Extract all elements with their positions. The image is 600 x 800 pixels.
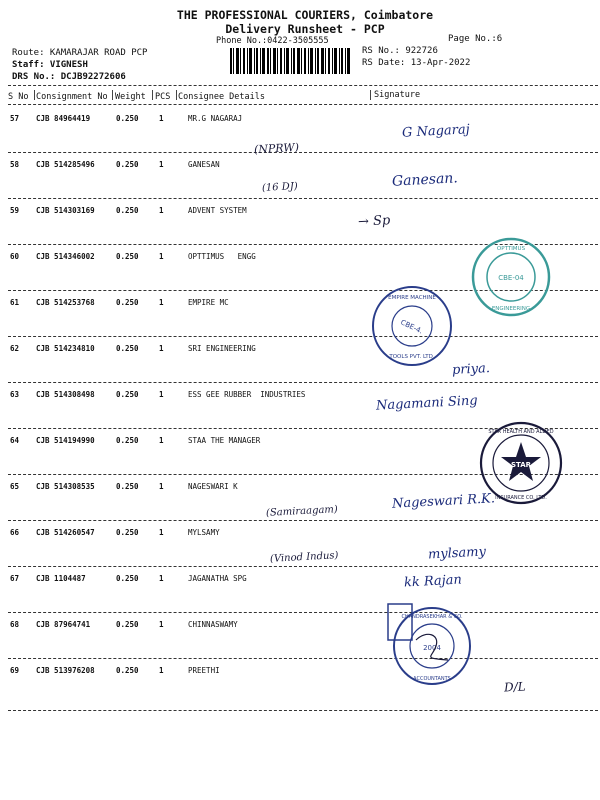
col-header-consignee: Consignee Details	[178, 92, 265, 102]
cell-weight: 0.250	[116, 574, 139, 583]
row-divider	[8, 198, 598, 199]
col-header-consignment: Consignment No	[36, 92, 108, 102]
column-divider	[370, 90, 371, 100]
cell-consignee: ESS GEE RUBBER INDUSTRIES	[188, 390, 306, 399]
svg-text:STAR HEALTH AND ALLIED: STAR HEALTH AND ALLIED	[488, 429, 554, 435]
svg-text:CBE-04: CBE-04	[498, 274, 524, 282]
cell-consignment: CJB 513976208	[36, 666, 95, 675]
column-divider	[34, 90, 35, 100]
cell-consignment: CJB 514303169	[36, 206, 95, 215]
rs-date: RS Date: 13-Apr-2022	[362, 58, 471, 68]
cell-sno: 62	[10, 344, 20, 353]
cell-pcs: 1	[159, 390, 164, 399]
cell-consignee: ADVENT SYSTEM	[188, 206, 247, 215]
svg-text:CBE-4.: CBE-4.	[399, 318, 424, 336]
col-header-signature: Signature	[374, 90, 421, 100]
cell-consignee: CHINNASWAMY	[188, 620, 238, 629]
cell-sno: 60	[10, 252, 20, 261]
cell-sno: 65	[10, 482, 20, 491]
cell-pcs: 1	[159, 528, 164, 537]
cell-consignment: CJB 514346002	[36, 252, 95, 261]
svg-text:INSURANCE CO. LTD.: INSURANCE CO. LTD.	[495, 495, 547, 501]
svg-text:OPTTIMUS: OPTTIMUS	[496, 246, 526, 252]
cell-sno: 61	[10, 298, 20, 307]
cell-weight: 0.250	[116, 390, 139, 399]
note-58a: (NPRW)	[253, 140, 300, 157]
table-row	[0, 344, 600, 390]
cell-pcs: 1	[159, 114, 164, 123]
cell-weight: 0.250	[116, 482, 139, 491]
row-divider	[8, 658, 598, 659]
rs-number: RS No.: 922726	[362, 46, 438, 56]
phone-number: Phone No.:0422-3505555	[216, 36, 329, 46]
cell-pcs: 1	[159, 666, 164, 675]
header-divider	[8, 85, 598, 86]
staff-label: Staff: VIGNESH	[12, 60, 88, 70]
svg-text:EMPIRE MACHINE: EMPIRE MACHINE	[388, 295, 436, 301]
cell-consignee: MR.G NAGARAJ	[188, 114, 243, 123]
signature-69: D/L	[503, 679, 526, 695]
cell-weight: 0.250	[116, 666, 139, 675]
table-row	[0, 160, 600, 206]
row-divider	[8, 612, 598, 613]
signature-63: Nagamani Sing	[375, 393, 479, 414]
note-58b: (16 DJ)	[261, 181, 298, 194]
cell-consignment: CJB 514260547	[36, 528, 95, 537]
row-divider	[8, 566, 598, 567]
col-header-weight: Weight	[115, 92, 146, 102]
cell-consignee: NAGESWARI K	[188, 482, 238, 491]
cell-pcs: 1	[159, 252, 164, 261]
svg-text:ENGINEERING: ENGINEERING	[491, 306, 531, 312]
cell-sno: 68	[10, 620, 20, 629]
col-header-pcs: PCS	[155, 92, 171, 102]
page-number: Page No.:6	[448, 34, 503, 44]
signature-57: G Nagaraj	[401, 122, 471, 141]
signature-59: → Sp	[357, 213, 391, 230]
cell-sno: 58	[10, 160, 20, 169]
table-row	[0, 114, 600, 160]
document-subtitle: Delivery Runsheet - PCP	[225, 22, 385, 36]
cell-sno: 67	[10, 574, 20, 583]
cell-consignee: MYLSAMY	[188, 528, 220, 537]
column-header-divider	[8, 104, 598, 105]
column-divider	[176, 90, 177, 100]
cell-consignee: SRI ENGINEERING	[188, 344, 256, 353]
cell-consignee: PREETHI	[188, 666, 220, 675]
table-row	[0, 528, 600, 574]
svg-text:ACCOUNTANTS: ACCOUNTANTS	[413, 676, 451, 682]
row-divider	[8, 336, 598, 337]
cell-pcs: 1	[159, 160, 164, 169]
table-row	[0, 574, 600, 620]
empire-stamp-icon	[370, 284, 454, 368]
svg-text:2004: 2004	[423, 644, 441, 652]
cell-pcs: 1	[159, 436, 164, 445]
svg-text:STAR: STAR	[510, 461, 532, 469]
column-divider	[112, 90, 113, 100]
cell-consignee: GANESAN	[188, 160, 220, 169]
table-row	[0, 620, 600, 666]
cell-sno: 57	[10, 114, 20, 123]
drs-number: DRS No.: DCJB92272606	[12, 72, 126, 82]
cell-weight: 0.250	[116, 298, 139, 307]
col-header-sno: S No	[8, 92, 29, 102]
signature-62: priya.	[451, 361, 491, 378]
cell-consignment: CJB 514308535	[36, 482, 95, 491]
cell-consignee: STAA THE MANAGER	[188, 436, 261, 445]
cell-pcs: 1	[159, 206, 164, 215]
cell-pcs: 1	[159, 482, 164, 491]
row-divider	[8, 710, 598, 711]
row-divider	[8, 382, 598, 383]
cell-weight: 0.250	[116, 620, 139, 629]
cell-weight: 0.250	[116, 252, 139, 261]
cell-consignment: CJB 514253768	[36, 298, 95, 307]
cell-consignment: CJB 84964419	[36, 114, 91, 123]
note-65: (Samiraagam)	[265, 504, 339, 519]
column-divider	[152, 90, 153, 100]
cell-consignee: OPTTIMUS ENGG	[188, 252, 256, 261]
cell-pcs: 1	[159, 298, 164, 307]
row-divider	[8, 152, 598, 153]
note-66: (Vinod Indus)	[269, 550, 339, 565]
cell-consignment: CJB 514194990	[36, 436, 95, 445]
svg-text:TOOLS PVT. LTD.: TOOLS PVT. LTD.	[389, 354, 435, 360]
cell-consignment: CJB 87964741	[36, 620, 91, 629]
cell-weight: 0.250	[116, 436, 139, 445]
signature-67: kk Rajan	[403, 572, 463, 591]
cell-sno: 69	[10, 666, 20, 675]
cell-consignee: JAGANATHA SPG	[188, 574, 247, 583]
cell-sno: 59	[10, 206, 20, 215]
cell-pcs: 1	[159, 620, 164, 629]
cell-weight: 0.250	[116, 160, 139, 169]
row-divider	[8, 520, 598, 521]
cell-weight: 0.250	[116, 344, 139, 353]
document-title: THE PROFESSIONAL COURIERS, Coimbatore	[176, 8, 434, 22]
cell-consignment: CJB 1104487	[36, 574, 86, 583]
cell-consignment: CJB 514285496	[36, 160, 95, 169]
cell-consignment: CJB 514234810	[36, 344, 95, 353]
signature-66: mylsamy	[427, 544, 487, 563]
route-label: Route: KAMARAJAR ROAD PCP	[12, 48, 148, 58]
signature-65: Nageswari R.K.	[391, 491, 496, 512]
cell-weight: 0.250	[116, 528, 139, 537]
cell-sno: 64	[10, 436, 20, 445]
cell-pcs: 1	[159, 344, 164, 353]
svg-text:CHANDRASEKHAR & CO.: CHANDRASEKHAR & CO.	[401, 614, 463, 620]
engineering-stamp-icon	[470, 236, 552, 318]
star-health-stamp-icon	[478, 420, 564, 506]
cell-pcs: 1	[159, 574, 164, 583]
cell-weight: 0.250	[116, 206, 139, 215]
barcode-icon	[230, 48, 350, 74]
cell-sno: 63	[10, 390, 20, 399]
cell-sno: 66	[10, 528, 20, 537]
ca-stamp-icon	[386, 600, 472, 690]
cell-consignee: EMPIRE MC	[188, 298, 229, 307]
cell-weight: 0.250	[116, 114, 139, 123]
signature-58: Ganesan.	[391, 170, 459, 190]
cell-consignment: CJB 514308498	[36, 390, 95, 399]
